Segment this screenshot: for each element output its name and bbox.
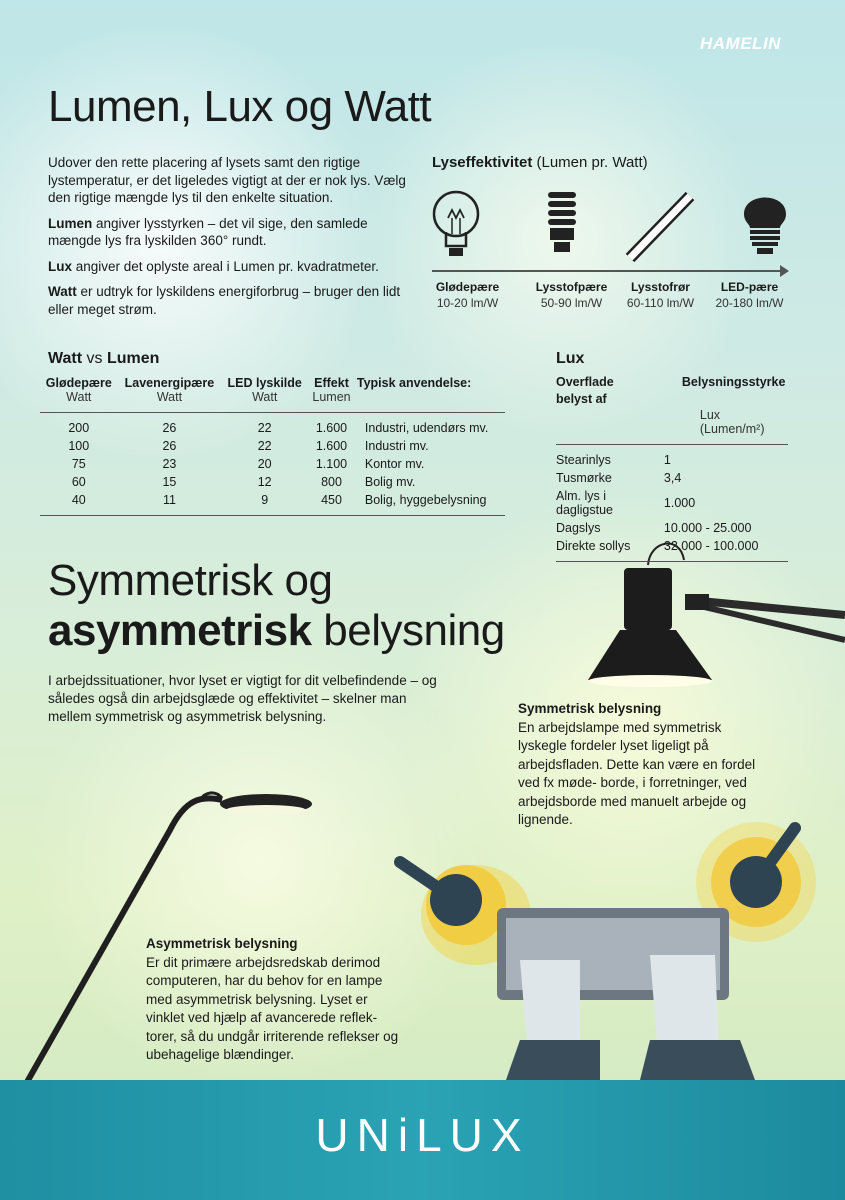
efficiency-title-bold: Lyseffektivitet xyxy=(432,154,533,171)
table-row xyxy=(556,537,788,562)
table-cell: Direkte sollys xyxy=(556,537,664,562)
symmetric-text: En arbejdslampe med symmetrisk lyskegle fordeler lyset ligeligt på arbejdsfladen. Dette kan være en fordel ved fx møde- borde, i forretninger, ved arbejdsborde med manuelt arbejde og lignende. xyxy=(518,719,756,827)
symmetric-lighting-block xyxy=(518,700,768,830)
fluorescent-tube-icon xyxy=(630,196,690,258)
efficiency-item xyxy=(613,280,708,310)
cfl-bulb-icon xyxy=(548,192,576,252)
table-cell: 22 xyxy=(257,439,272,453)
lux-title: Lux xyxy=(556,350,585,367)
table-cell: 22 xyxy=(257,421,272,435)
table-cell: 1.600 xyxy=(315,421,348,435)
section-intro: I arbejdssituationer, hvor lyset er vigtigt for dit velbefindende – og således også din arbejdsglæde og effektivitet – skelner man mellem symmetrisk og asymmetrisk belysning. xyxy=(48,673,437,724)
column-header: Typisk anvendelse: xyxy=(356,376,472,390)
column-unit xyxy=(556,408,664,445)
table-cell: 12 xyxy=(257,475,272,489)
intro-paragraph-lumen xyxy=(48,215,408,250)
column-unit: Watt xyxy=(221,390,308,413)
intro-paragraph-lux xyxy=(48,258,408,276)
column-unit: Lumen xyxy=(308,390,355,413)
table-cell: Bolig mv. xyxy=(364,475,416,489)
section-title-bold: asymmetrisk xyxy=(48,606,312,655)
table-cell: Stearinlys xyxy=(556,453,611,467)
title-part-1: Lumen, Lux xyxy=(48,82,273,131)
efficiency-item xyxy=(702,280,797,310)
table-cell: 3,4 xyxy=(663,471,682,485)
table-cell: 9 xyxy=(221,491,308,516)
efficiency-item xyxy=(524,280,619,310)
lux-definition: angiver det oplyste areal i Lumen pr. kvadratmeter. xyxy=(72,258,379,274)
table-cell: Kontor mv. xyxy=(364,457,425,471)
table-cell: 11 xyxy=(118,491,222,516)
column-header: Lavenergipære xyxy=(124,376,215,390)
intro-text xyxy=(48,154,408,326)
column-unit: Watt xyxy=(118,390,222,413)
incandescent-bulb-icon xyxy=(434,192,478,256)
table-cell: 1 xyxy=(663,453,671,467)
table-cell: 1.000 xyxy=(663,496,696,510)
efficiency-item-range: 10-20 lm/W xyxy=(436,296,499,310)
efficiency-item-range: 50-90 lm/W xyxy=(540,296,603,310)
table-cell: 23 xyxy=(162,457,177,471)
table-cell: 10.000 - 25.000 xyxy=(663,521,752,535)
symmetric-heading: Symmetrisk belysning xyxy=(518,701,662,716)
table-row xyxy=(40,413,505,438)
table-cell: 100 xyxy=(68,439,90,453)
keyboard-desk-scene-illustration xyxy=(400,822,816,1080)
lux-term: Lux xyxy=(48,258,73,274)
table-cell: 200 xyxy=(68,421,90,435)
table-cell: 26 xyxy=(162,439,177,453)
table-cell: 1.100 xyxy=(315,457,348,471)
table-row xyxy=(40,437,505,455)
unilux-logo: UNiLUX xyxy=(315,1109,530,1161)
table-row xyxy=(40,491,505,516)
column-header xyxy=(556,374,664,408)
table-cell: 1.600 xyxy=(315,439,348,453)
watt-vs-lumen-title xyxy=(48,350,159,368)
column-unit: Watt xyxy=(40,390,118,413)
section-title xyxy=(48,556,505,656)
table-cell: 800 xyxy=(321,475,342,489)
table-row xyxy=(40,473,505,491)
table-row xyxy=(556,445,788,470)
lux-header-line-1: Overflade xyxy=(556,375,614,389)
table-cell: Industri, udendørs mv. xyxy=(364,421,489,435)
efficiency-title-rest: (Lumen pr. Watt) xyxy=(532,154,648,171)
efficiency-axis-arrow xyxy=(780,265,789,277)
watt-vs-lumen-table xyxy=(40,374,505,516)
hamelin-brand-logo: HAMELIN xyxy=(700,34,781,53)
table-cell: Industri mv. xyxy=(364,439,429,453)
column-header: Effekt xyxy=(314,376,349,390)
lumen-term: Lumen xyxy=(48,215,93,231)
table-cell: 60 xyxy=(71,475,86,489)
asymmetric-lighting-block xyxy=(146,935,406,1065)
column-unit xyxy=(355,390,505,413)
intro-paragraph-watt xyxy=(48,283,408,318)
efficiency-item-name: Lysstofrør xyxy=(631,280,690,294)
symmetric-desk-lamp-illustration xyxy=(588,544,845,687)
watt-term: Watt xyxy=(48,284,77,299)
lumen-definition: angiver lysstyrken – det vil sige, den samlede mængde lys fra lyskilden 360° rundt. xyxy=(48,215,368,248)
efficiency-item-name: LED-pære xyxy=(720,280,779,294)
column-header: Glødepære xyxy=(45,376,112,390)
asymmetric-heading: Asymmetrisk belysning xyxy=(146,936,298,951)
table-row xyxy=(556,487,788,519)
column-header: LED lyskilde xyxy=(227,376,302,390)
table-cell: 32.000 - 100.000 xyxy=(664,537,788,562)
watt-vs-lumen-title-vs: vs xyxy=(82,350,107,367)
table-cell: Dagslys xyxy=(556,521,601,535)
table-row xyxy=(556,469,788,487)
lux-table xyxy=(556,374,788,562)
table-cell: Alm. lys i dagligstue xyxy=(556,489,613,517)
watt-definition: er udtryk for lyskildens energiforbrug – bruger den lidt eller meget strøm. xyxy=(48,284,401,317)
intro-paragraph-1: Udover den rette placering af lysets samt den rigtige lystemperatur, er det ligeledes vigtigt at der er nok lys. Vælg den rigtige mængde lys til den enkelte situation. xyxy=(48,155,406,205)
table-cell: Bolig, hyggebelysning xyxy=(355,491,505,516)
efficiency-axis-line xyxy=(432,270,784,272)
table-cell: 40 xyxy=(40,491,118,516)
title-connector: og xyxy=(272,82,345,131)
table-row xyxy=(40,455,505,473)
efficiency-item-range: 20-180 lm/W xyxy=(715,296,784,310)
title-part-2: Watt xyxy=(344,82,432,131)
table-cell: 20 xyxy=(257,457,272,471)
efficiency-item-range: 60-110 lm/W xyxy=(626,296,695,310)
table-row xyxy=(556,519,788,537)
efficiency-item-name: Glødepære xyxy=(435,280,500,294)
section-title-rest: belysning xyxy=(311,606,505,655)
table-cell: 26 xyxy=(162,421,177,435)
column-header: Belysningsstyrke xyxy=(681,375,786,389)
watt-vs-lumen-title-b: Lumen xyxy=(106,350,160,367)
watt-vs-lumen-title-a: Watt xyxy=(48,350,83,367)
lux-header-line-2: belyst af xyxy=(556,392,607,406)
column-unit: Lux (Lumen/m²) xyxy=(664,408,788,445)
page-title xyxy=(48,82,431,132)
table-cell: 450 xyxy=(308,491,355,516)
efficiency-item-name: Lysstofpære xyxy=(535,280,608,294)
table-cell: Tusmørke xyxy=(556,471,612,485)
efficiency-labels xyxy=(420,280,800,316)
efficiency-item xyxy=(420,280,515,310)
table-cell: 15 xyxy=(162,475,177,489)
efficiency-title xyxy=(432,154,648,171)
section-title-line-1: Symmetrisk og xyxy=(48,556,333,605)
led-bulb-icon xyxy=(744,198,786,255)
asymmetric-text: Er dit primære arbejdsredskab derimod computeren, har du behov for en lampe med asymmetrisk belysning. Lyset er vinklet ved hjælp af avancerede reflek- torer, så du undgår irriterende reflekser og ubehagelige blændinger. xyxy=(146,954,399,1062)
table-cell: 75 xyxy=(71,457,86,471)
